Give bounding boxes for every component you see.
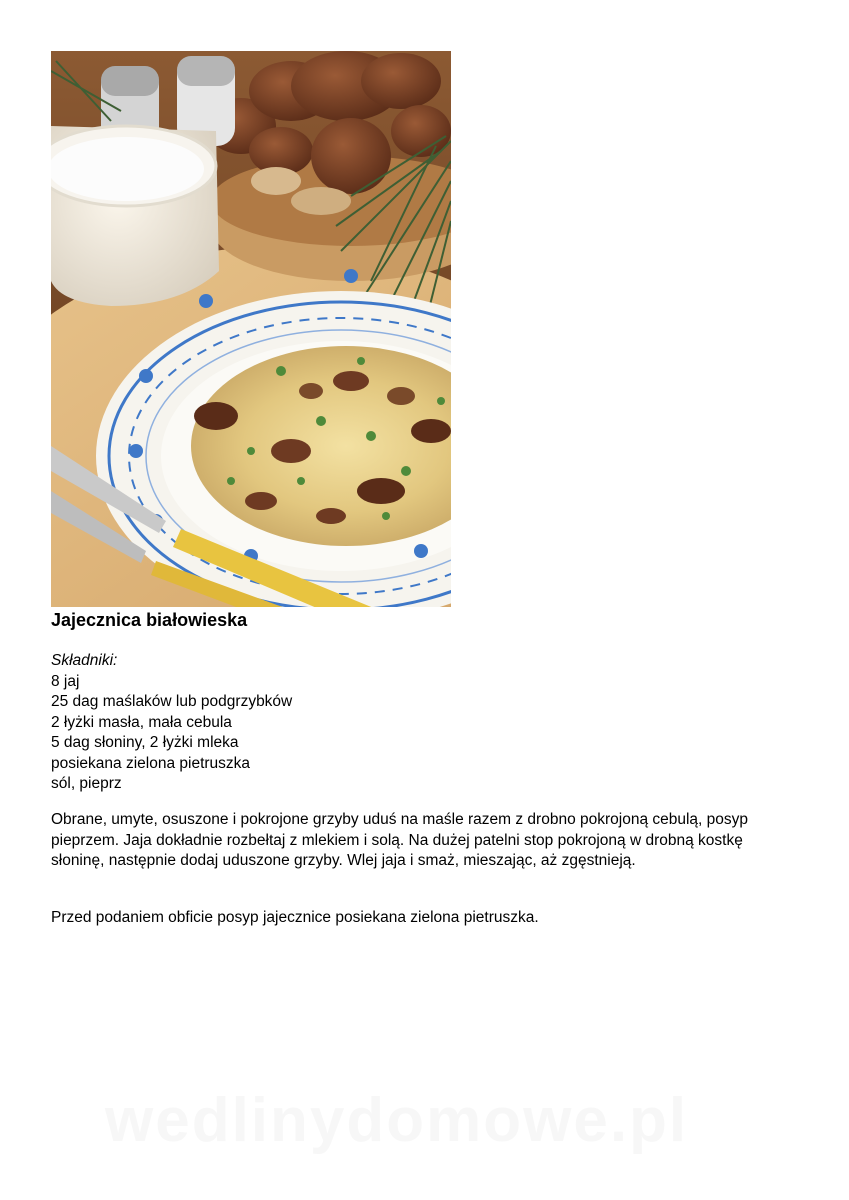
ingredient-item: posiekana zielona pietruszka: [51, 754, 251, 772]
ingredients-section: [51, 651, 292, 795]
milk-cup: [51, 126, 219, 306]
watermark: wedlinydomowe.pl: [105, 1086, 689, 1155]
ingredient-item: 8 jaj: [51, 672, 80, 690]
ingredients-label: Składniki:: [51, 652, 118, 669]
ingredient-item: 2 łyżki masła, mała cebula: [51, 713, 232, 731]
ingredient-item: 5 dag słoniny, 2 łyżki mleka: [51, 734, 239, 751]
ingredient-item: 25 dag maślaków lub podgrzybków: [51, 693, 293, 710]
serving-note: Przed podaniem obficie posyp jajecznice posiekana zielona pietruszka.: [51, 909, 539, 926]
recipe-photo: [51, 51, 451, 607]
ingredients-list: [51, 672, 292, 795]
recipe-title: Jajecznica białowieska: [51, 610, 248, 630]
instructions-paragraph: Obrane, umyte, osuszone i pokrojone grzyby uduś na maśle razem z drobno pokrojoną cebulą, posyp pieprzem. Jaja dokładnie rozbełtaj z mlekiem i solą. Na dużej patelni stop pokrojoną w drobną kostkę słoninę, następnie dodaj uduszone grzyby. Wlej jaja i smaż, mieszając, aż zgęstnieją.: [51, 811, 749, 869]
ingredient-item: sól, pieprz: [51, 775, 122, 792]
